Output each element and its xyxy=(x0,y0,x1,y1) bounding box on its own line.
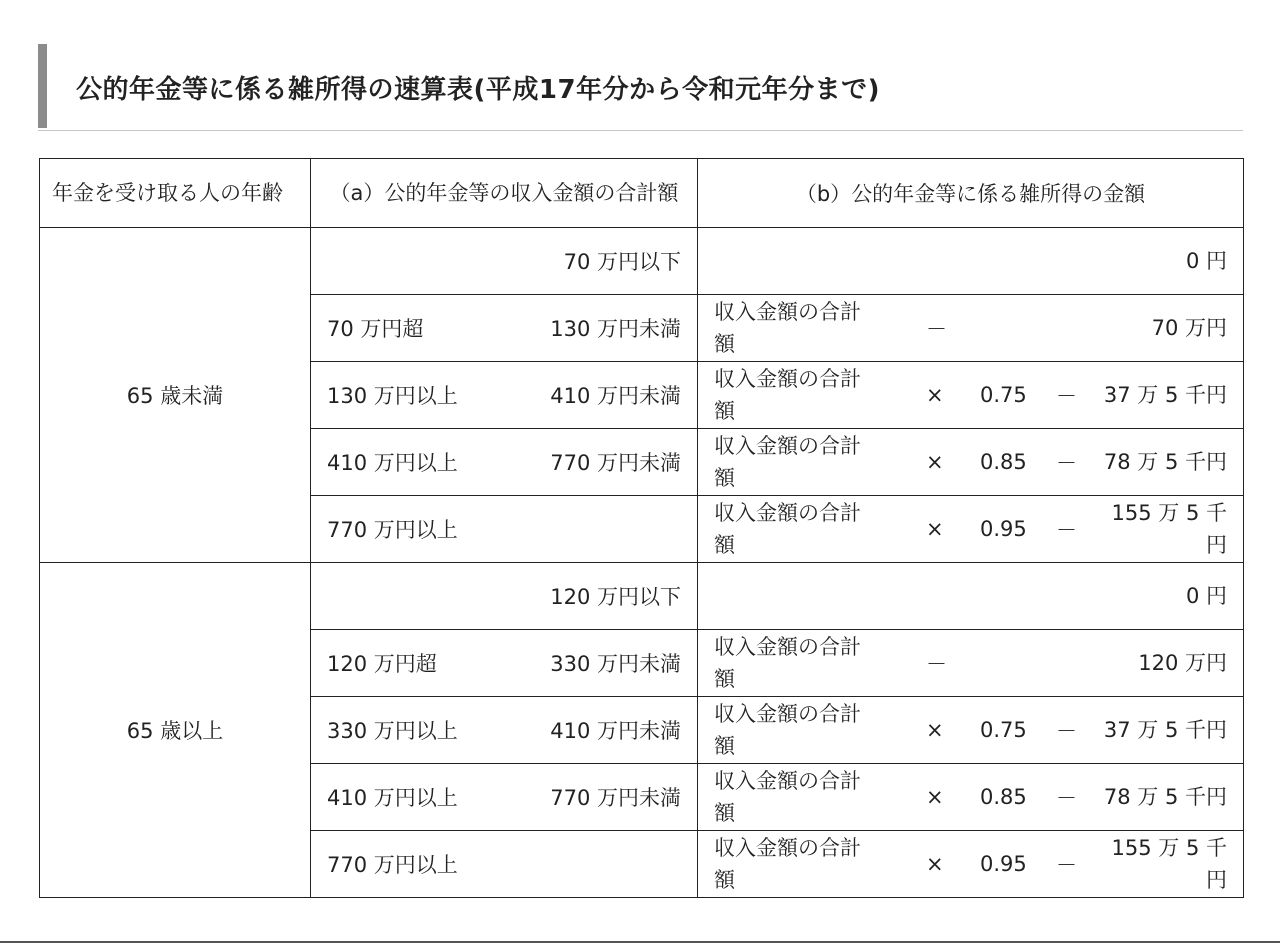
minus-sign: － xyxy=(1056,853,1077,877)
misc-income-formula-cell xyxy=(698,228,1244,295)
multiply-sign: × xyxy=(926,450,944,474)
range-lower: 770 万円以上 xyxy=(327,518,458,542)
misc-income-formula-cell xyxy=(698,697,1244,764)
income-range-cell xyxy=(311,429,698,496)
range-lower: 130 万円以上 xyxy=(327,384,458,408)
formula-rate: 0.75 xyxy=(980,383,1027,407)
income-range-cell xyxy=(311,630,698,697)
deduction-amount: 0 円 xyxy=(1185,584,1227,608)
section-heading xyxy=(38,44,1243,131)
multiply-sign: × xyxy=(926,517,944,541)
formula-rate: 0.75 xyxy=(980,718,1027,742)
range-lower: 120 万円超 xyxy=(327,652,437,676)
range-upper: 770 万円未満 xyxy=(550,786,681,810)
minus-sign: － xyxy=(1056,518,1077,542)
formula-rate: 0.95 xyxy=(980,517,1027,541)
deduction-amount: 37 万 5 千円 xyxy=(1103,718,1227,742)
misc-income-formula-cell xyxy=(698,764,1244,831)
multiply-sign: × xyxy=(926,718,944,742)
misc-income-formula-cell xyxy=(698,831,1244,898)
table-row xyxy=(40,563,1244,630)
formula-label: 収入金額の合計額 xyxy=(714,501,861,557)
header-income-total: （a）公的年金等の収入金額の合計額 xyxy=(311,159,698,228)
formula-rate: 0.85 xyxy=(980,785,1027,809)
deduction-amount: 78 万 5 千円 xyxy=(1103,450,1227,474)
income-range-cell xyxy=(311,563,698,630)
age-group-cell: 65 歳以上 xyxy=(40,563,311,898)
range-lower: 70 万円超 xyxy=(327,317,424,341)
income-range-cell xyxy=(311,228,698,295)
minus-sign: － xyxy=(926,317,947,341)
income-range-cell xyxy=(311,295,698,362)
deduction-amount: 70 万円 xyxy=(1151,316,1227,340)
income-range-cell xyxy=(311,697,698,764)
range-lower: 330 万円以上 xyxy=(327,719,458,743)
minus-sign: － xyxy=(1056,786,1077,810)
deduction-amount: 0 円 xyxy=(1185,249,1227,273)
misc-income-formula-cell xyxy=(698,496,1244,563)
pension-income-table xyxy=(39,158,1244,898)
minus-sign: － xyxy=(1056,451,1077,475)
income-range-cell xyxy=(311,831,698,898)
formula-rate: 0.95 xyxy=(980,852,1027,876)
income-range-cell xyxy=(311,496,698,563)
formula-label: 収入金額の合計額 xyxy=(714,434,861,490)
page-title: 公的年金等に係る雑所得の速算表(平成17年分から令和元年分まで) xyxy=(76,75,880,105)
formula-label: 収入金額の合計額 xyxy=(714,836,861,892)
deduction-amount: 120 万円 xyxy=(1138,651,1227,675)
minus-sign: － xyxy=(1056,384,1077,408)
multiply-sign: × xyxy=(926,785,944,809)
misc-income-formula-cell xyxy=(698,563,1244,630)
misc-income-formula-cell xyxy=(698,362,1244,429)
range-upper: 130 万円未満 xyxy=(550,317,681,341)
header-misc-income: （b）公的年金等に係る雑所得の金額 xyxy=(698,159,1244,228)
income-range-cell xyxy=(311,764,698,831)
misc-income-formula-cell xyxy=(698,429,1244,496)
heading-accent-bar xyxy=(38,44,47,128)
deduction-amount: 155 万 5 千円 xyxy=(1111,836,1227,892)
minus-sign: － xyxy=(926,652,947,676)
formula-label: 収入金額の合計額 xyxy=(714,635,861,691)
misc-income-formula-cell xyxy=(698,295,1244,362)
minus-sign: － xyxy=(1056,719,1077,743)
range-upper: 70 万円以下 xyxy=(563,250,681,274)
age-group-cell: 65 歳未満 xyxy=(40,228,311,563)
formula-label: 収入金額の合計額 xyxy=(714,367,861,423)
formula-label: 収入金額の合計額 xyxy=(714,300,861,356)
range-upper: 410 万円未満 xyxy=(550,719,681,743)
formula-label: 収入金額の合計額 xyxy=(714,769,861,825)
income-range-cell xyxy=(311,362,698,429)
misc-income-formula-cell xyxy=(698,630,1244,697)
deduction-amount: 37 万 5 千円 xyxy=(1103,383,1227,407)
deduction-amount: 155 万 5 千円 xyxy=(1111,501,1227,557)
table-body xyxy=(40,228,1244,898)
range-lower: 410 万円以上 xyxy=(327,451,458,475)
range-upper: 410 万円未満 xyxy=(550,384,681,408)
formula-label: 収入金額の合計額 xyxy=(714,702,861,758)
multiply-sign: × xyxy=(926,852,944,876)
range-lower: 770 万円以上 xyxy=(327,853,458,877)
formula-rate: 0.85 xyxy=(980,450,1027,474)
table-row xyxy=(40,228,1244,295)
table-header-row xyxy=(40,159,1244,228)
range-upper: 770 万円未満 xyxy=(550,451,681,475)
header-age: 年金を受け取る人の年齢 xyxy=(40,159,311,228)
range-lower: 410 万円以上 xyxy=(327,786,458,810)
multiply-sign: × xyxy=(926,383,944,407)
range-upper: 330 万円未満 xyxy=(550,652,681,676)
deduction-amount: 78 万 5 千円 xyxy=(1103,785,1227,809)
range-upper: 120 万円以下 xyxy=(550,585,681,609)
